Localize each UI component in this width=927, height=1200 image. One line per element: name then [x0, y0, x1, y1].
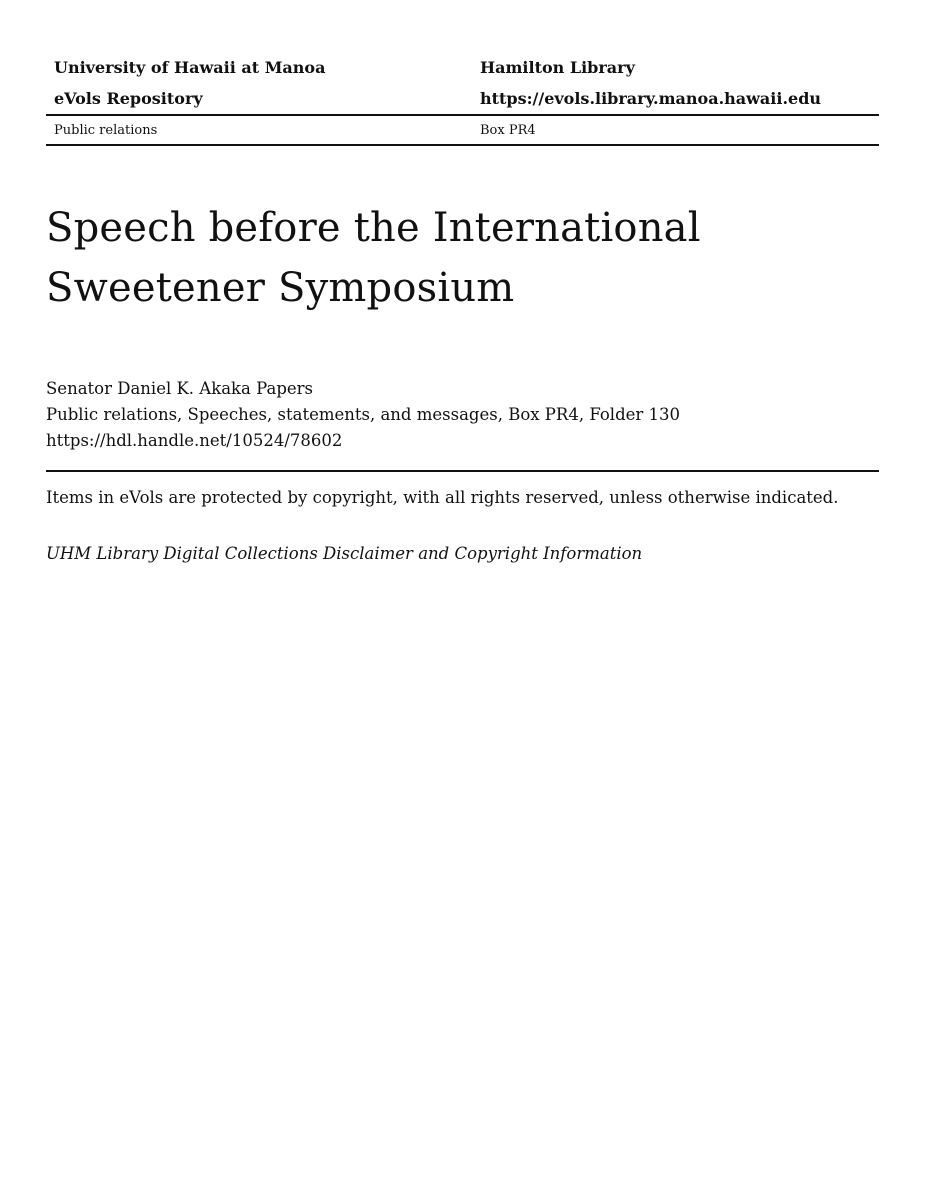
header-subrow: [46, 116, 879, 144]
title-line-1: Speech before the International: [46, 205, 701, 251]
institution-name: University of Hawaii at Manoa: [54, 57, 326, 77]
title-line-2: Sweetener Symposium: [46, 265, 515, 311]
repository-url-link[interactable]: https://evols.library.manoa.hawaii.edu: [480, 88, 822, 108]
header-row-1: [46, 52, 879, 83]
repository-header: [46, 52, 879, 146]
header-rule-bottom: [46, 144, 879, 146]
library-name: Hamilton Library: [480, 57, 635, 77]
document-metadata: [46, 376, 879, 454]
metadata-divider: [46, 470, 879, 472]
repository-name: eVols Repository: [54, 88, 203, 108]
document-page: [46, 0, 879, 566]
handle-link[interactable]: https://hdl.handle.net/10524/78602: [46, 431, 343, 450]
collection-name: Senator Daniel K. Akaka Papers: [46, 379, 314, 398]
document-title: [46, 198, 879, 318]
copyright-notice: Items in eVols are protected by copyright, with all rights reserved, unless otherwise indicated.: [46, 488, 839, 507]
header-row-2: [46, 83, 879, 114]
disclaimer-link[interactable]: UHM Library Digital Collections Disclaimer and Copyright Information: [46, 544, 643, 563]
collection-area: Public relations: [54, 122, 158, 138]
series-path: Public relations, Speeches, statements, and messages, Box PR4, Folder 130: [46, 405, 681, 424]
box-label: Box PR4: [480, 122, 536, 138]
